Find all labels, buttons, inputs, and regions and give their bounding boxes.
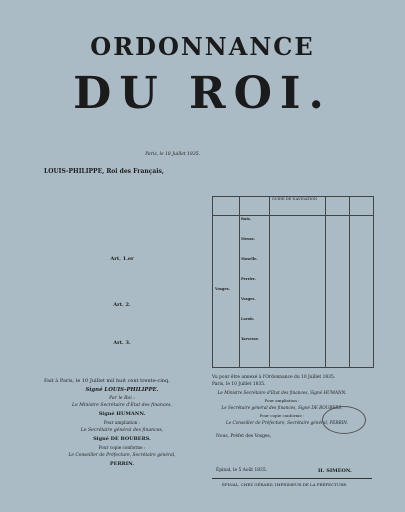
table-row: Vosges. [241,297,256,301]
ministre-line: Le Ministre Secrétaire d'Etat des finances, [72,403,172,408]
table-row: Tarvesse. [241,337,260,341]
pour-etre-annexe: Vu pour être annexé à l'Ordonnance du 10 Juillet 1835. [212,375,336,380]
fait-line: Fait à Paris, le 10 Juillet mil huit cent trente-cinq. [44,378,170,384]
table-header-1: GUIDE DE NAVIGATION [240,197,349,216]
title-line1: ORDONNANCE [90,32,315,61]
king-line: LOUIS-PHILIPPE, Roi des Français, [44,168,165,175]
art2-heading: Art. 2. [113,302,131,308]
stamp-seal [322,406,366,434]
art1-text [44,266,200,296]
title-line2: DU ROI. [73,68,332,119]
sig3: Le Conseiller de Préfecture, Secrétaire général, PERRIN. [225,420,349,425]
para1 [44,178,200,196]
dateline: Paris, le 18 Juillet 1835. [145,152,200,157]
printer-footer: ÉPINAL, CHEZ GÉRARD, IMPRIMEUR DE LA PRÉFECTURE. [222,482,348,487]
art3-heading: Art. 3. [113,340,131,346]
table-row: Lavoir. [241,317,255,321]
simeon-sig: H. SIMÉON. [318,468,352,474]
para2 [44,198,200,222]
boubers-sig: Signé DE BOUBERS. [93,436,151,442]
para4 [44,230,200,244]
table-row: Meuse. [241,237,256,241]
table-header-0 [213,197,239,216]
paris-date: Paris, le 10 Juillet 1835. [212,382,266,387]
epinal-date: Épinal, le 5 Août 1835. [216,468,268,473]
vosges-label: Vosges. [215,287,230,291]
art3-text [44,350,200,372]
navigation-table [212,196,374,368]
pour-copie: Pour copie conforme : [98,445,146,450]
signe-king: Signé LOUIS-PHILIPPE. [85,387,159,393]
footer-rule [212,478,372,479]
pour-ampliation: Pour ampliation : [103,420,141,425]
right-pour-copie: Pour copie conforme : [259,413,305,418]
sig1: Le Ministre Secrétaire d'Etat des finances, Signé HUMANN. [217,390,347,395]
table-row: Ruis. [241,217,251,221]
sig2: Le Secrétaire général des finances, Signé DE BOUBERS. [221,405,343,410]
para3 [44,222,200,230]
art2-text [44,312,200,342]
prefet-intro: Nous, Préfet des Vosges, [216,434,272,439]
table-row: Perrier. [241,277,256,281]
right-pour-ampliation: Pour ampliation : [264,398,300,403]
perrin-sig: PERRIN. [109,461,135,467]
secretaire-line: Le Secrétaire général des finances, [80,428,164,433]
humann-sig: Signé HUMANN. [98,411,146,417]
table-header-2 [326,197,349,216]
par-le-roi: Par le Roi : [109,396,135,401]
table-header-3 [350,197,373,216]
table-row: Moselle. [241,257,258,261]
conseiller-line: Le Conseiller de Préfecture, Secrétaire général, [68,453,176,458]
art1-heading: Art. 1.er [110,256,134,262]
